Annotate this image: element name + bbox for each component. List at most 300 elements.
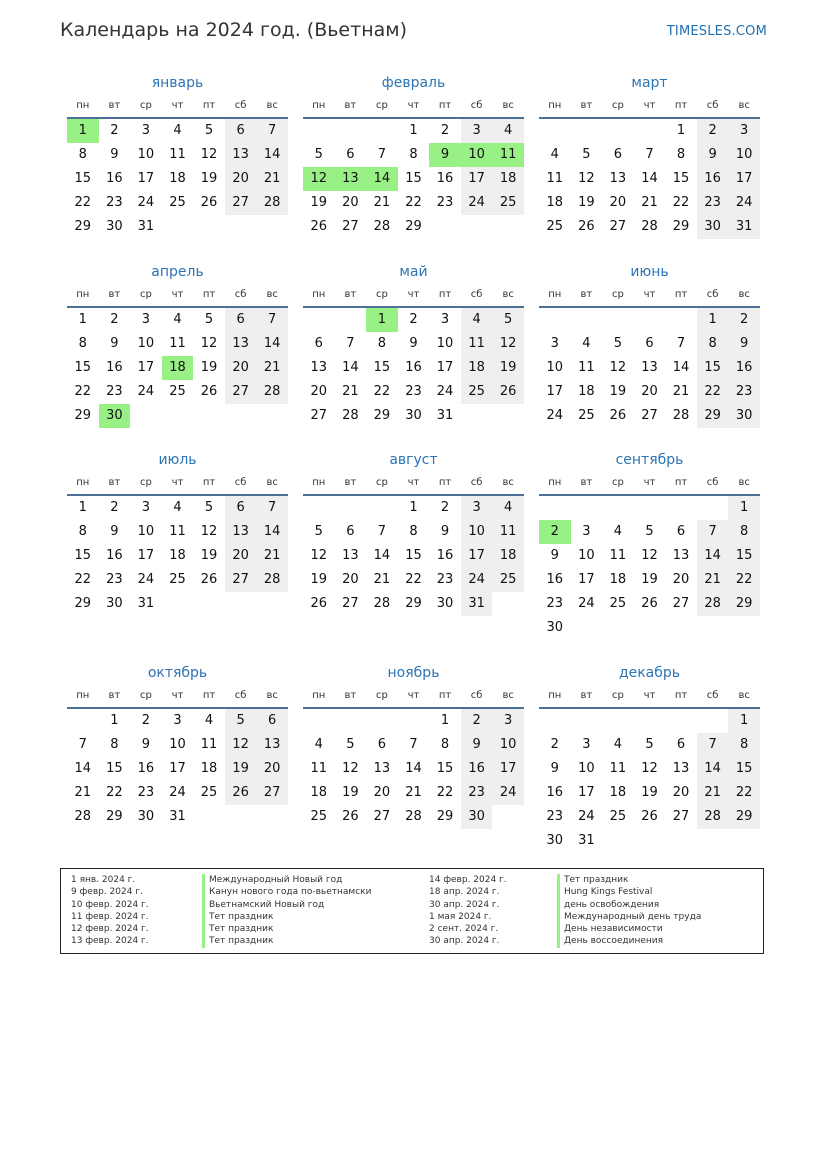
holiday-day-cell: 13 <box>335 167 367 191</box>
day-cell: 30 <box>436 596 454 611</box>
day-cell: 15 <box>74 548 92 563</box>
weekday-label: сб <box>234 690 247 701</box>
day-cell: 2 <box>141 713 151 728</box>
day-cell: 12 <box>641 761 658 776</box>
day-cell: 16 <box>461 757 493 781</box>
day-cell: 6 <box>225 119 257 143</box>
day-cell: 11 <box>169 524 186 539</box>
day-cell: 16 <box>106 171 123 186</box>
day-cell: 30 <box>106 219 123 234</box>
day-cell: 24 <box>728 191 760 215</box>
day-cell: 20 <box>672 572 690 587</box>
day-cell: 19 <box>200 548 218 563</box>
day-cell: 22 <box>405 195 422 210</box>
day-cell: 26 <box>641 596 658 611</box>
day-cell: 22 <box>373 384 391 399</box>
weekday-label: пн <box>312 289 326 300</box>
day-cell: 20 <box>225 167 257 191</box>
weekday-header <box>539 95 760 119</box>
weekday-header <box>67 95 288 119</box>
day-cell: 29 <box>74 408 92 423</box>
weekday-label: чт <box>407 477 420 488</box>
month-block <box>303 260 524 428</box>
day-cell: 17 <box>137 171 155 186</box>
day-cell: 28 <box>256 380 288 404</box>
day-cell: 20 <box>609 195 627 210</box>
month-block <box>539 661 760 853</box>
month-name: декабрь <box>618 665 681 681</box>
day-cell: 11 <box>609 548 627 563</box>
day-cell: 18 <box>546 195 564 210</box>
day-cell: 7 <box>697 520 729 544</box>
day-cell: 30 <box>546 620 564 635</box>
day-cell: 27 <box>342 596 359 611</box>
weekday-label: ср <box>139 289 152 300</box>
day-cell: 6 <box>613 147 623 162</box>
day-cell: 27 <box>310 408 328 423</box>
day-cell: 16 <box>137 761 155 776</box>
day-cell: 15 <box>106 761 123 776</box>
day-cell: 31 <box>137 219 155 234</box>
day-cell: 13 <box>641 360 658 375</box>
day-cell: 10 <box>169 737 186 752</box>
day-cell: 28 <box>342 408 359 423</box>
day-cell: 18 <box>169 548 186 563</box>
empty-cell <box>335 119 367 143</box>
day-cell: 5 <box>314 524 323 539</box>
day-cell: 17 <box>728 167 760 191</box>
day-cell: 15 <box>697 356 729 380</box>
day-cell: 5 <box>204 500 214 515</box>
day-cell: 21 <box>342 384 359 399</box>
day-cell: 15 <box>728 757 760 781</box>
month-name: апрель <box>151 264 204 280</box>
day-cell: 18 <box>609 572 627 587</box>
day-cell: 19 <box>641 572 658 587</box>
day-cell: 3 <box>550 336 559 351</box>
weekday-label: сб <box>470 690 483 701</box>
day-cell: 25 <box>609 596 627 611</box>
legend-holiday-name: Hung Kings Festival <box>557 886 701 898</box>
day-cell: 27 <box>609 219 627 234</box>
empty-cell <box>366 496 398 520</box>
day-cell: 5 <box>346 737 355 752</box>
empty-cell <box>634 496 666 520</box>
day-cell: 7 <box>78 737 87 752</box>
weekday-label: вт <box>108 100 121 111</box>
day-cell: 2 <box>728 308 760 332</box>
day-cell: 8 <box>78 524 87 539</box>
day-cell: 23 <box>546 596 564 611</box>
day-cell: 11 <box>169 147 186 162</box>
day-cell: 7 <box>409 737 418 752</box>
day-cell: 21 <box>373 572 391 587</box>
day-cell: 20 <box>256 757 288 781</box>
legend-names-right <box>557 874 701 948</box>
day-cell: 7 <box>697 733 729 757</box>
weekday-label: пт <box>202 100 216 111</box>
day-cell: 20 <box>342 572 359 587</box>
day-cell: 9 <box>110 336 119 351</box>
day-cell: 3 <box>141 500 151 515</box>
empty-cell <box>303 709 335 733</box>
day-cell: 8 <box>409 147 418 162</box>
day-cell: 16 <box>546 785 564 800</box>
day-cell: 5 <box>492 308 524 332</box>
day-cell: 19 <box>492 356 524 380</box>
day-cell: 27 <box>672 809 690 824</box>
day-cell: 23 <box>728 380 760 404</box>
day-cell: 14 <box>405 761 422 776</box>
day-cell: 27 <box>342 219 359 234</box>
day-cell: 20 <box>225 544 257 568</box>
weekday-label: ср <box>611 289 624 300</box>
empty-cell <box>602 496 634 520</box>
day-cell: 26 <box>492 380 524 404</box>
day-cell: 28 <box>641 219 658 234</box>
day-cell: 3 <box>728 119 760 143</box>
day-cell: 16 <box>697 167 729 191</box>
weekday-label: сб <box>234 289 247 300</box>
weekday-label: вт <box>108 477 121 488</box>
day-cell: 16 <box>546 572 564 587</box>
day-cell: 23 <box>461 781 493 805</box>
day-cell: 4 <box>173 123 182 138</box>
legend-date: 10 февр. 2024 г. <box>71 899 149 910</box>
day-cell: 1 <box>409 500 418 515</box>
day-grid <box>67 308 288 428</box>
day-cell: 10 <box>137 524 155 539</box>
day-cell: 11 <box>609 761 627 776</box>
day-cell: 3 <box>173 713 182 728</box>
weekday-label: сб <box>234 477 247 488</box>
day-cell: 6 <box>676 737 686 752</box>
month-block <box>539 71 760 239</box>
day-cell: 25 <box>461 380 493 404</box>
day-cell: 11 <box>492 520 524 544</box>
day-cell: 13 <box>609 171 627 186</box>
day-grid <box>303 308 524 428</box>
month-name: февраль <box>381 75 446 91</box>
day-cell: 21 <box>74 785 92 800</box>
day-cell: 24 <box>461 568 493 592</box>
day-cell: 3 <box>440 312 450 327</box>
day-cell: 9 <box>461 733 493 757</box>
day-cell: 6 <box>256 709 288 733</box>
day-cell: 14 <box>697 544 729 568</box>
day-cell: 22 <box>672 195 690 210</box>
day-cell: 19 <box>641 785 658 800</box>
day-cell: 23 <box>436 195 454 210</box>
empty-cell <box>634 119 666 143</box>
day-cell: 10 <box>137 336 155 351</box>
empty-cell <box>398 709 430 733</box>
legend-date: 1 янв. 2024 г. <box>71 875 136 885</box>
day-cell: 8 <box>440 737 450 752</box>
day-grid <box>303 119 524 239</box>
day-grid <box>539 496 760 640</box>
day-cell: 2 <box>461 709 493 733</box>
day-cell: 9 <box>409 336 418 351</box>
weekday-label: ср <box>375 690 388 701</box>
day-cell: 13 <box>373 761 391 776</box>
day-cell: 1 <box>409 123 418 138</box>
day-grid <box>303 709 524 829</box>
day-cell: 4 <box>173 500 182 515</box>
day-grid <box>539 308 760 428</box>
day-cell: 23 <box>436 572 454 587</box>
day-cell: 7 <box>256 119 288 143</box>
weekday-label: пт <box>202 289 216 300</box>
holiday-day-cell: 1 <box>67 119 99 143</box>
weekday-label: вс <box>502 477 514 488</box>
day-cell: 14 <box>672 360 690 375</box>
weekday-label: чт <box>407 289 420 300</box>
weekday-label: пт <box>202 477 216 488</box>
day-cell: 2 <box>440 123 450 138</box>
weekday-label: пт <box>674 100 688 111</box>
day-cell: 25 <box>200 785 218 800</box>
day-cell: 29 <box>728 592 760 616</box>
weekday-label: пт <box>438 477 452 488</box>
day-cell: 4 <box>613 524 623 539</box>
day-cell: 8 <box>676 147 686 162</box>
empty-cell <box>303 119 335 143</box>
day-cell: 27 <box>373 809 391 824</box>
weekday-label: чт <box>407 690 420 701</box>
page-title: Календарь на 2024 год. (Вьетнам) <box>60 19 408 41</box>
legend-holiday-name: Международный день труда <box>557 911 701 923</box>
day-cell: 31 <box>461 592 493 616</box>
day-cell: 31 <box>169 809 186 824</box>
day-cell: 1 <box>78 500 87 515</box>
day-cell: 20 <box>373 785 391 800</box>
day-cell: 17 <box>137 548 155 563</box>
weekday-header <box>539 685 760 709</box>
day-cell: 12 <box>492 332 524 356</box>
weekday-label: пт <box>202 690 216 701</box>
day-cell: 4 <box>582 336 591 351</box>
day-cell: 2 <box>110 312 119 327</box>
day-cell: 26 <box>641 809 658 824</box>
day-cell: 4 <box>314 737 323 752</box>
day-cell: 8 <box>728 733 760 757</box>
day-cell: 21 <box>373 195 391 210</box>
holiday-day-cell: 30 <box>99 404 131 428</box>
weekday-label: вт <box>344 100 357 111</box>
weekday-header <box>303 95 524 119</box>
day-cell: 4 <box>173 312 182 327</box>
day-cell: 1 <box>728 709 760 733</box>
day-cell: 28 <box>405 809 422 824</box>
month-name: июль <box>158 452 197 468</box>
weekday-label: сб <box>470 477 483 488</box>
day-cell: 26 <box>310 219 328 234</box>
day-cell: 17 <box>436 360 454 375</box>
day-cell: 19 <box>310 572 328 587</box>
day-grid <box>539 709 760 853</box>
day-cell: 13 <box>225 520 257 544</box>
empty-cell <box>571 496 603 520</box>
day-cell: 24 <box>492 781 524 805</box>
weekday-label: ср <box>139 100 152 111</box>
day-cell: 17 <box>546 384 564 399</box>
day-cell: 4 <box>613 737 623 752</box>
weekday-header <box>303 472 524 496</box>
day-cell: 23 <box>405 384 422 399</box>
weekday-header <box>539 472 760 496</box>
day-cell: 13 <box>225 143 257 167</box>
day-cell: 14 <box>256 332 288 356</box>
weekday-label: пн <box>312 690 326 701</box>
legend-date: 13 февр. 2024 г. <box>71 936 149 947</box>
day-cell: 5 <box>204 312 214 327</box>
brand-link[interactable]: TIMESLES.COM <box>666 24 767 39</box>
day-cell: 5 <box>613 336 623 351</box>
day-cell: 8 <box>697 332 729 356</box>
holiday-day-cell: 12 <box>303 167 335 191</box>
day-cell: 29 <box>373 408 391 423</box>
day-cell: 10 <box>546 360 564 375</box>
day-cell: 9 <box>141 737 151 752</box>
day-cell: 18 <box>200 761 218 776</box>
day-cell: 22 <box>728 781 760 805</box>
day-cell: 8 <box>377 336 387 351</box>
empty-cell <box>67 709 99 733</box>
legend-holiday-name: День воссоединения <box>557 935 701 947</box>
day-cell: 26 <box>200 195 218 210</box>
day-cell: 14 <box>256 520 288 544</box>
day-cell: 12 <box>578 171 595 186</box>
weekday-label: вс <box>266 289 278 300</box>
weekday-label: ср <box>611 477 624 488</box>
day-cell: 23 <box>697 191 729 215</box>
holiday-day-cell: 1 <box>366 308 398 332</box>
weekday-label: вс <box>738 690 750 701</box>
day-cell: 24 <box>137 572 155 587</box>
day-cell: 23 <box>106 384 123 399</box>
weekday-label: пн <box>76 690 90 701</box>
day-cell: 14 <box>641 171 658 186</box>
empty-cell <box>335 496 367 520</box>
day-cell: 10 <box>728 143 760 167</box>
day-cell: 28 <box>672 408 690 423</box>
empty-cell <box>303 308 335 332</box>
day-cell: 11 <box>546 171 564 186</box>
day-cell: 7 <box>676 336 686 351</box>
day-cell: 24 <box>578 596 595 611</box>
day-cell: 24 <box>546 408 564 423</box>
day-cell: 25 <box>578 408 595 423</box>
day-cell: 26 <box>609 408 627 423</box>
day-grid <box>67 709 288 829</box>
empty-cell <box>571 709 603 733</box>
day-cell: 14 <box>697 757 729 781</box>
weekday-label: вт <box>580 690 593 701</box>
day-cell: 3 <box>461 119 493 143</box>
day-cell: 15 <box>728 544 760 568</box>
month-name: январь <box>151 75 204 91</box>
weekday-label: вс <box>502 100 514 111</box>
weekday-label: пн <box>548 289 562 300</box>
legend-holiday-name: Тет праздник <box>557 874 701 886</box>
day-cell: 29 <box>697 404 729 428</box>
weekday-label: чт <box>171 477 184 488</box>
day-cell: 15 <box>436 761 454 776</box>
weekday-label: вс <box>266 690 278 701</box>
weekday-label: вт <box>108 289 121 300</box>
day-cell: 29 <box>728 805 760 829</box>
day-cell: 20 <box>342 195 359 210</box>
day-cell: 27 <box>225 568 257 592</box>
weekday-label: чт <box>171 690 184 701</box>
day-cell: 13 <box>342 548 359 563</box>
day-cell: 8 <box>78 147 87 162</box>
day-cell: 7 <box>377 147 387 162</box>
weekday-label: чт <box>407 100 420 111</box>
weekday-label: чт <box>643 289 656 300</box>
day-cell: 26 <box>225 781 257 805</box>
day-cell: 6 <box>377 737 387 752</box>
holiday-day-cell: 14 <box>366 167 398 191</box>
weekday-label: сб <box>470 289 483 300</box>
day-cell: 30 <box>405 408 422 423</box>
day-cell: 8 <box>110 737 119 752</box>
weekday-label: пн <box>76 100 90 111</box>
weekday-label: пн <box>548 690 562 701</box>
day-cell: 9 <box>550 761 559 776</box>
month-block <box>539 260 760 428</box>
weekday-label: ср <box>375 477 388 488</box>
day-cell: 29 <box>436 809 454 824</box>
weekday-label: пт <box>438 289 452 300</box>
day-cell: 22 <box>697 380 729 404</box>
day-cell: 29 <box>672 219 690 234</box>
day-cell: 12 <box>641 548 658 563</box>
day-cell: 27 <box>256 781 288 805</box>
day-cell: 11 <box>310 761 328 776</box>
legend-date: 30 апр. 2024 г. <box>429 899 500 910</box>
empty-cell <box>665 496 697 520</box>
day-cell: 6 <box>225 308 257 332</box>
day-cell: 4 <box>550 147 559 162</box>
day-cell: 18 <box>609 785 627 800</box>
day-cell: 21 <box>256 544 288 568</box>
month-name: июнь <box>630 264 669 280</box>
day-cell: 9 <box>697 143 729 167</box>
holiday-day-cell: 11 <box>492 143 524 167</box>
day-cell: 7 <box>377 524 387 539</box>
holiday-legend <box>60 868 764 954</box>
day-cell: 22 <box>728 568 760 592</box>
weekday-label: пт <box>438 100 452 111</box>
legend-date: 12 февр. 2024 г. <box>71 924 149 935</box>
weekday-label: вт <box>344 289 357 300</box>
empty-cell <box>539 496 571 520</box>
day-cell: 2 <box>697 119 729 143</box>
holiday-day-cell: 10 <box>461 143 493 167</box>
day-cell: 12 <box>225 733 257 757</box>
day-cell: 27 <box>225 191 257 215</box>
weekday-label: сб <box>706 690 719 701</box>
day-cell: 28 <box>74 809 92 824</box>
day-cell: 6 <box>676 524 686 539</box>
day-cell: 9 <box>550 548 559 563</box>
day-cell: 15 <box>672 171 690 186</box>
legend-date: 9 февр. 2024 г. <box>71 887 143 898</box>
day-cell: 9 <box>110 147 119 162</box>
weekday-label: вс <box>738 100 750 111</box>
